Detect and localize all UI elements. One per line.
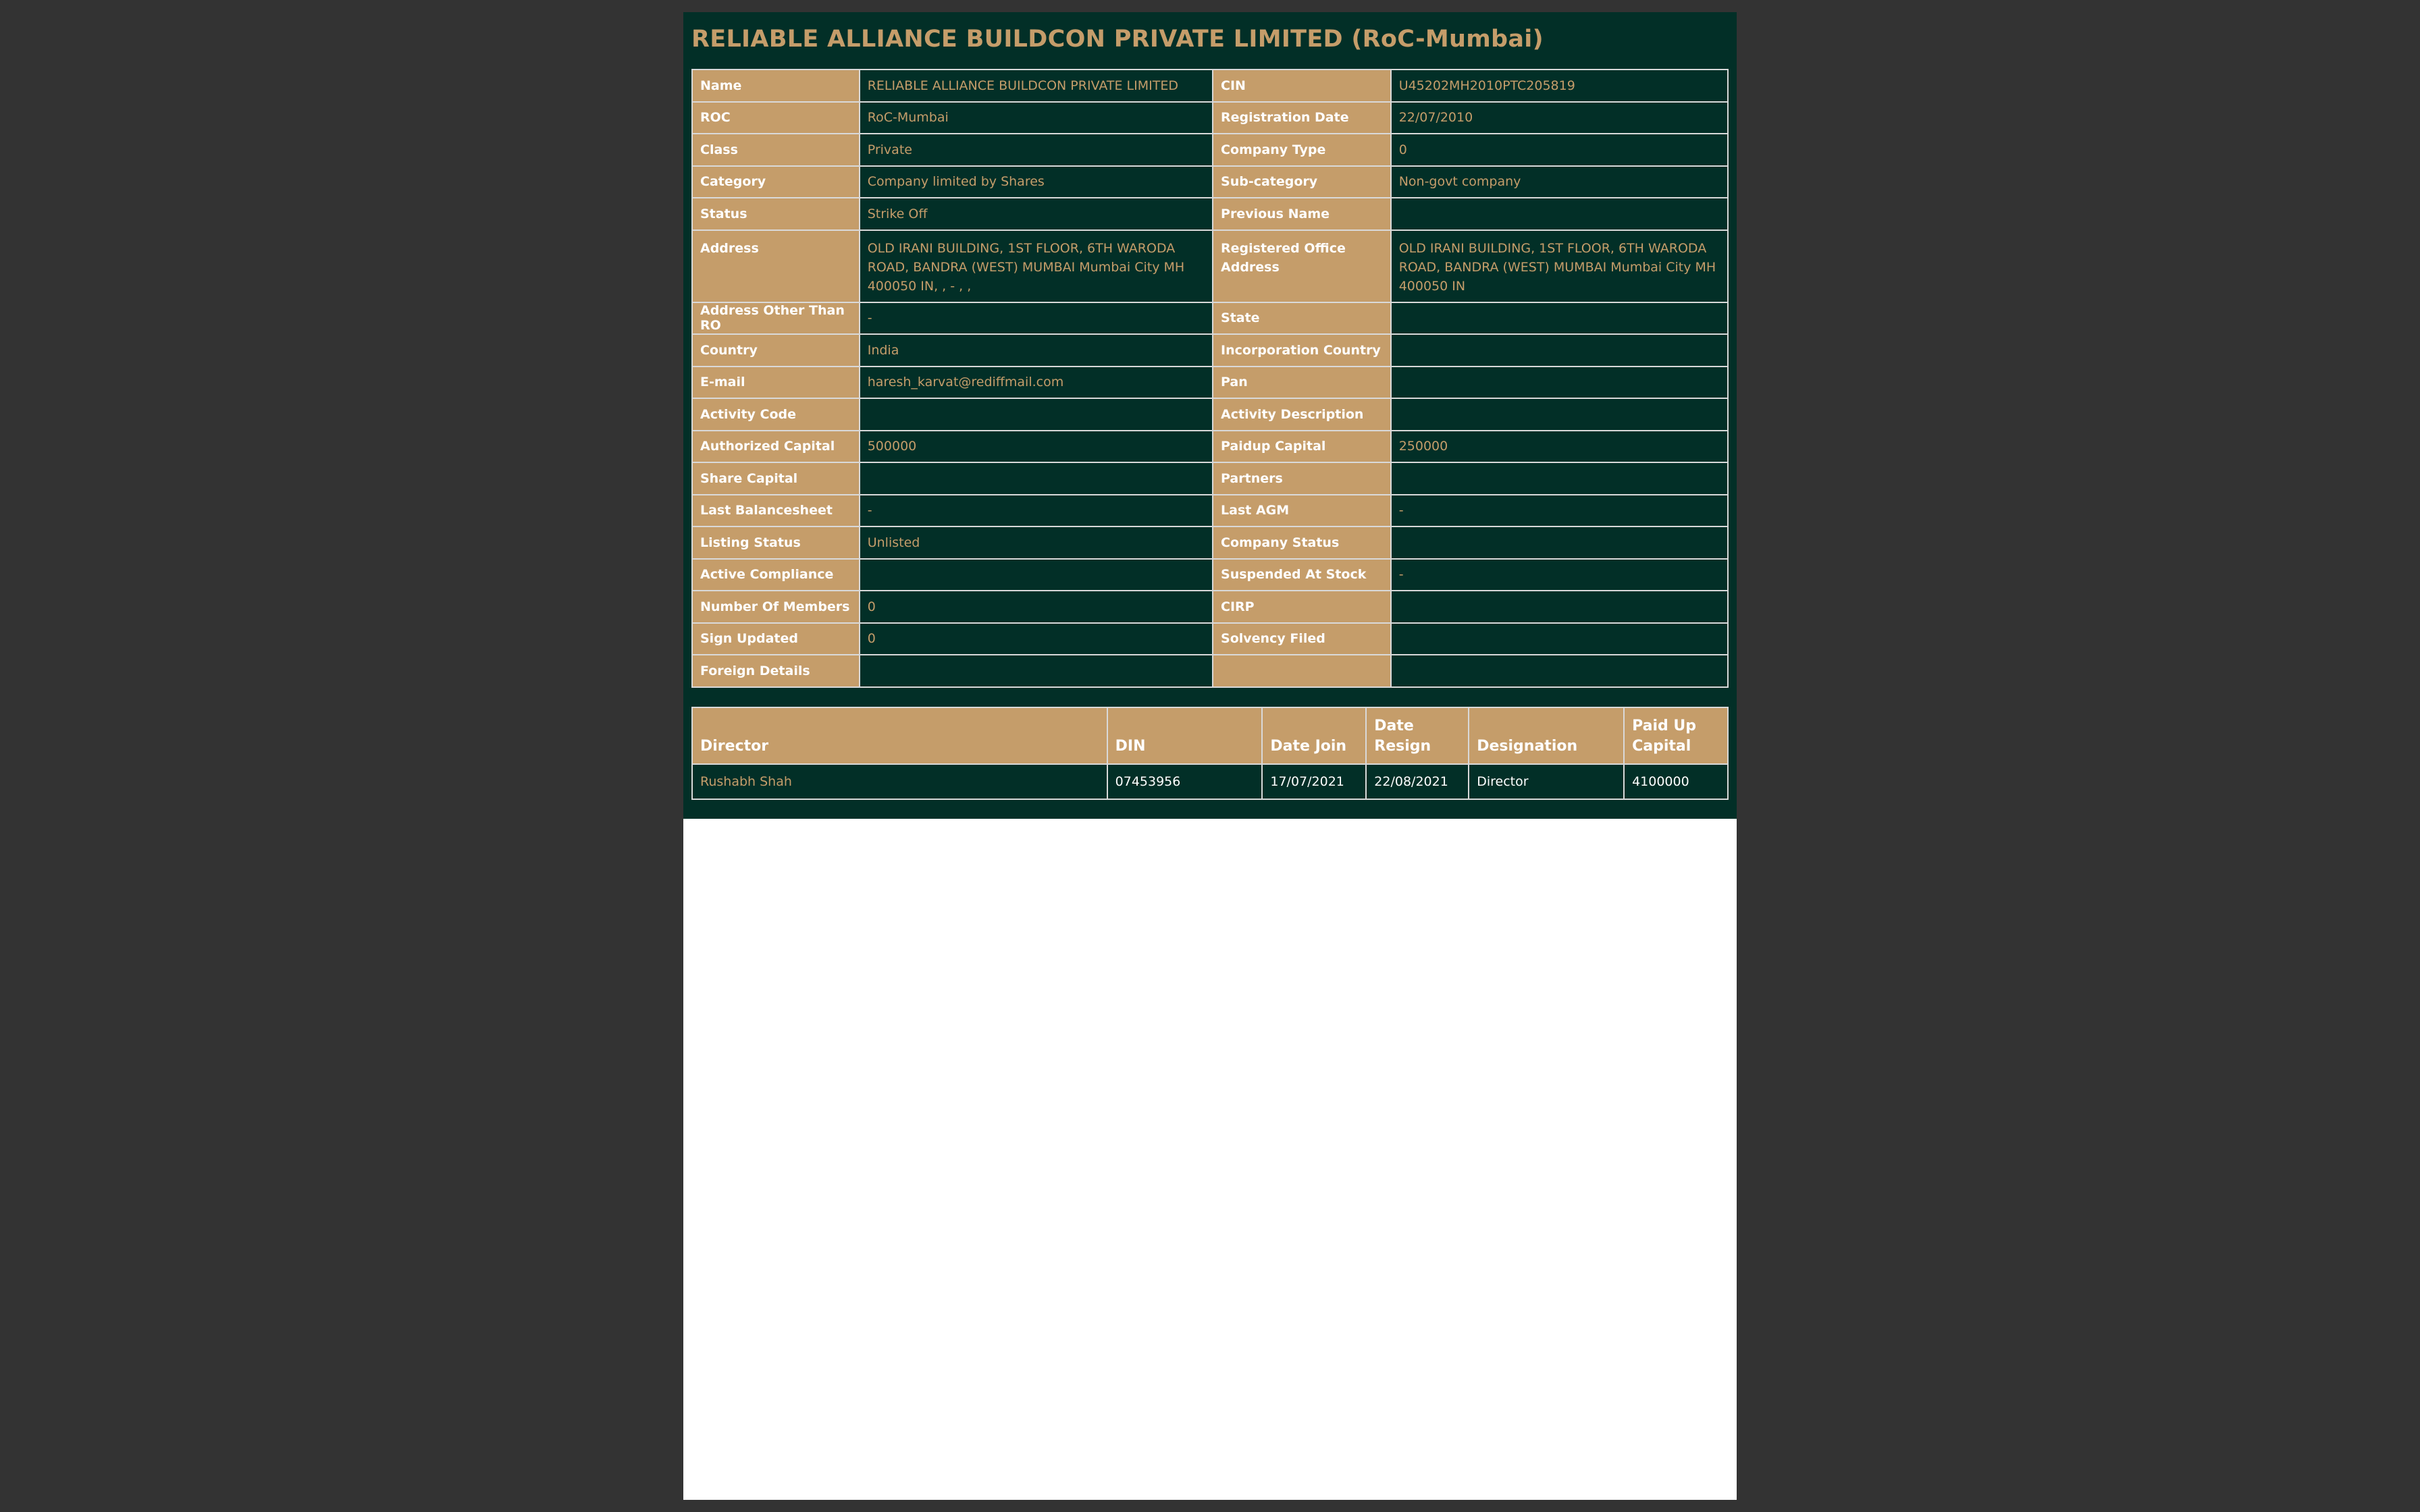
header-paid-up-capital: Paid Up Capital <box>1624 707 1728 764</box>
detail-label: Address <box>692 230 860 302</box>
detail-label: Company Type <box>1213 134 1391 166</box>
detail-row <box>692 431 1728 463</box>
detail-row <box>692 102 1728 134</box>
detail-label: Solvency Filed <box>1213 623 1391 655</box>
detail-label: Company Status <box>1213 526 1391 559</box>
director-date-resign: 22/08/2021 <box>1366 764 1469 799</box>
detail-value: Non-govt company <box>1391 166 1728 198</box>
detail-value: 0 <box>1391 134 1728 166</box>
detail-label: Activity Code <box>692 398 860 431</box>
director-designation: Director <box>1469 764 1624 799</box>
detail-label: Status <box>692 198 860 230</box>
header-date-resign: Date Resign <box>1366 707 1469 764</box>
detail-value: Company limited by Shares <box>860 166 1213 198</box>
detail-value: - <box>860 495 1213 527</box>
detail-value <box>1391 623 1728 655</box>
detail-value <box>1391 526 1728 559</box>
detail-label: Active Compliance <box>692 559 860 591</box>
detail-value <box>1391 655 1728 687</box>
detail-label <box>1213 655 1391 687</box>
company-title: RELIABLE ALLIANCE BUILDCON PRIVATE LIMITED (RoC-Mumbai) <box>691 26 1544 53</box>
detail-label: Registered Office Address <box>1213 230 1391 302</box>
detail-row <box>692 198 1728 230</box>
detail-value <box>1391 334 1728 367</box>
detail-label: Registration Date <box>1213 102 1391 134</box>
detail-value: - <box>1391 559 1728 591</box>
document-page <box>683 12 1737 1500</box>
detail-label: Authorized Capital <box>692 431 860 463</box>
detail-row <box>692 398 1728 431</box>
detail-label: Suspended At Stock <box>1213 559 1391 591</box>
detail-value: haresh_karvat@rediffmail.com <box>860 367 1213 399</box>
directors-table <box>691 707 1729 800</box>
detail-row <box>692 591 1728 623</box>
detail-value: - <box>1391 495 1728 527</box>
detail-label: CIN <box>1213 70 1391 102</box>
detail-row <box>692 526 1728 559</box>
detail-value: Strike Off <box>860 198 1213 230</box>
detail-label: Pan <box>1213 367 1391 399</box>
detail-row <box>692 559 1728 591</box>
detail-label: Activity Description <box>1213 398 1391 431</box>
detail-row <box>692 230 1728 302</box>
detail-label: Last AGM <box>1213 495 1391 527</box>
detail-value: 0 <box>860 623 1213 655</box>
detail-label: Address Other Than RO <box>692 302 860 335</box>
detail-row <box>692 367 1728 399</box>
header-date-join: Date Join <box>1262 707 1366 764</box>
detail-value: 22/07/2010 <box>1391 102 1728 134</box>
detail-value: 0 <box>860 591 1213 623</box>
directors-header-row <box>692 707 1728 764</box>
director-row <box>692 764 1728 799</box>
detail-label: Last Balancesheet <box>692 495 860 527</box>
detail-row <box>692 623 1728 655</box>
director-paid-up-capital: 4100000 <box>1624 764 1728 799</box>
header-din: DIN <box>1107 707 1263 764</box>
detail-label: Previous Name <box>1213 198 1391 230</box>
company-panel <box>683 12 1737 819</box>
detail-value: - <box>860 302 1213 335</box>
detail-value <box>1391 462 1728 495</box>
detail-value: RELIABLE ALLIANCE BUILDCON PRIVATE LIMITED <box>860 70 1213 102</box>
detail-label: Share Capital <box>692 462 860 495</box>
detail-value <box>1391 398 1728 431</box>
detail-value: 500000 <box>860 431 1213 463</box>
director-din: 07453956 <box>1107 764 1263 799</box>
detail-label: Foreign Details <box>692 655 860 687</box>
detail-row <box>692 655 1728 687</box>
detail-value <box>860 398 1213 431</box>
detail-label: Number Of Members <box>692 591 860 623</box>
detail-label: Listing Status <box>692 526 860 559</box>
detail-label: Class <box>692 134 860 166</box>
detail-label: E-mail <box>692 367 860 399</box>
detail-row <box>692 462 1728 495</box>
detail-row <box>692 134 1728 166</box>
detail-label: State <box>1213 302 1391 335</box>
detail-row <box>692 70 1728 102</box>
detail-value: Private <box>860 134 1213 166</box>
detail-label: Sign Updated <box>692 623 860 655</box>
detail-label: Incorporation Country <box>1213 334 1391 367</box>
detail-value <box>860 462 1213 495</box>
detail-label: CIRP <box>1213 591 1391 623</box>
header-director: Director <box>692 707 1107 764</box>
detail-row <box>692 166 1728 198</box>
detail-label: ROC <box>692 102 860 134</box>
detail-label: Partners <box>1213 462 1391 495</box>
detail-label: Paidup Capital <box>1213 431 1391 463</box>
director-date-join: 17/07/2021 <box>1262 764 1366 799</box>
detail-row <box>692 302 1728 335</box>
detail-label: Category <box>692 166 860 198</box>
detail-value <box>860 655 1213 687</box>
detail-value: 250000 <box>1391 431 1728 463</box>
detail-value: OLD IRANI BUILDING, 1ST FLOOR, 6TH WARODA ROAD, BANDRA (WEST) MUMBAI Mumbai City MH 400050 IN, , - , , <box>860 230 1213 302</box>
detail-value <box>860 559 1213 591</box>
company-details-table <box>691 69 1729 688</box>
detail-value: India <box>860 334 1213 367</box>
detail-value <box>1391 591 1728 623</box>
detail-value <box>1391 367 1728 399</box>
detail-row <box>692 495 1728 527</box>
detail-value: OLD IRANI BUILDING, 1ST FLOOR, 6TH WARODA ROAD, BANDRA (WEST) MUMBAI Mumbai City MH 400050 IN <box>1391 230 1728 302</box>
detail-value <box>1391 302 1728 335</box>
detail-value: RoC-Mumbai <box>860 102 1213 134</box>
detail-label: Sub-category <box>1213 166 1391 198</box>
detail-value: Unlisted <box>860 526 1213 559</box>
detail-row <box>692 334 1728 367</box>
header-designation: Designation <box>1469 707 1624 764</box>
detail-value: U45202MH2010PTC205819 <box>1391 70 1728 102</box>
detail-label: Name <box>692 70 860 102</box>
detail-value <box>1391 198 1728 230</box>
detail-label: Country <box>692 334 860 367</box>
director-name: Rushabh Shah <box>692 764 1107 799</box>
